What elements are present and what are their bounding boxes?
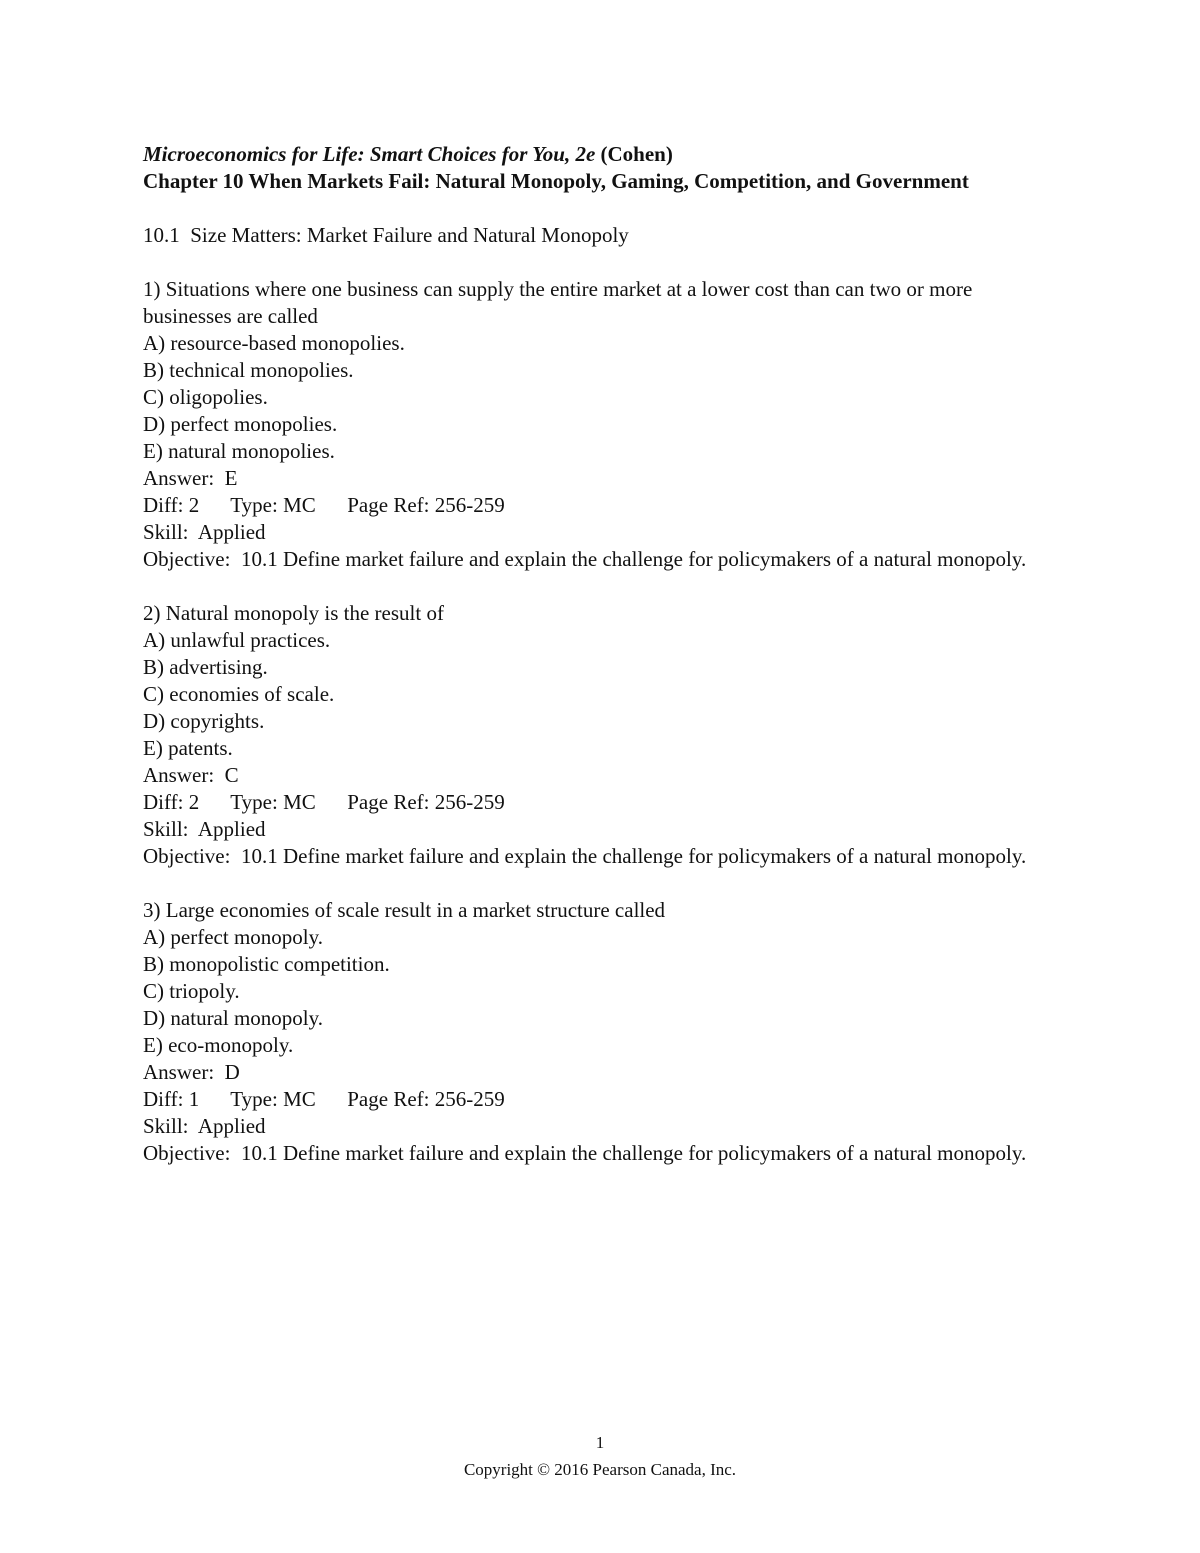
page-number: 1 xyxy=(595,1433,605,1452)
answer-option: E) natural monopolies. xyxy=(143,439,335,463)
question-skill: Skill: Applied xyxy=(143,817,266,841)
book-title: Microeconomics for Life: Smart Choices for You, 2e xyxy=(143,142,596,166)
answer-key: Answer: C xyxy=(143,763,239,787)
question-meta: Diff: 2 Type: MC Page Ref: 256-259 xyxy=(143,493,505,517)
question-stem: 2) Natural monopoly is the result of xyxy=(143,601,444,625)
question-objective: Objective: 10.1 Define market failure and explain the challenge for policymakers of a natural monopoly. xyxy=(143,844,1027,868)
book-author: (Cohen) xyxy=(595,142,673,166)
chapter-title: Chapter 10 When Markets Fail: Natural Monopoly, Gaming, Competition, and Government xyxy=(143,169,969,193)
question-stem: 1) Situations where one business can supply the entire market at a lower cost than can two or more businesses are called xyxy=(143,277,978,328)
question-stem: 3) Large economies of scale result in a market structure called xyxy=(143,898,666,922)
answer-option: A) perfect monopoly. xyxy=(143,925,323,949)
answer-option: C) oligopolies. xyxy=(143,385,268,409)
answer-option: D) natural monopoly. xyxy=(143,1006,324,1030)
question-objective: Objective: 10.1 Define market failure and explain the challenge for policymakers of a natural monopoly. xyxy=(143,1141,1027,1165)
book-heading xyxy=(143,141,1043,168)
answer-option: D) copyrights. xyxy=(143,709,265,733)
question-skill: Skill: Applied xyxy=(143,520,266,544)
answer-option: B) advertising. xyxy=(143,655,268,679)
answer-key: Answer: D xyxy=(143,1060,240,1084)
answer-option: C) triopoly. xyxy=(143,979,240,1003)
answer-option: B) technical monopolies. xyxy=(143,358,354,382)
question-1 xyxy=(143,276,1043,573)
section-title: 10.1 Size Matters: Market Failure and Natural Monopoly xyxy=(143,223,629,247)
answer-option: A) unlawful practices. xyxy=(143,628,331,652)
answer-option: E) eco-monopoly. xyxy=(143,1033,294,1057)
question-meta: Diff: 1 Type: MC Page Ref: 256-259 xyxy=(143,1087,505,1111)
answer-option: A) resource-based monopolies. xyxy=(143,331,405,355)
document-body xyxy=(143,141,1043,1167)
question-meta: Diff: 2 Type: MC Page Ref: 256-259 xyxy=(143,790,505,814)
question-3 xyxy=(143,897,1043,1167)
answer-key: Answer: E xyxy=(143,466,238,490)
answer-option: E) patents. xyxy=(143,736,233,760)
copyright-notice: Copyright © 2016 Pearson Canada, Inc. xyxy=(463,1460,737,1479)
question-skill: Skill: Applied xyxy=(143,1114,266,1138)
answer-option: C) economies of scale. xyxy=(143,682,335,706)
answer-option: D) perfect monopolies. xyxy=(143,412,338,436)
question-2 xyxy=(143,600,1043,870)
answer-option: B) monopolistic competition. xyxy=(143,952,390,976)
question-objective: Objective: 10.1 Define market failure and explain the challenge for policymakers of a natural monopoly. xyxy=(143,547,1027,571)
